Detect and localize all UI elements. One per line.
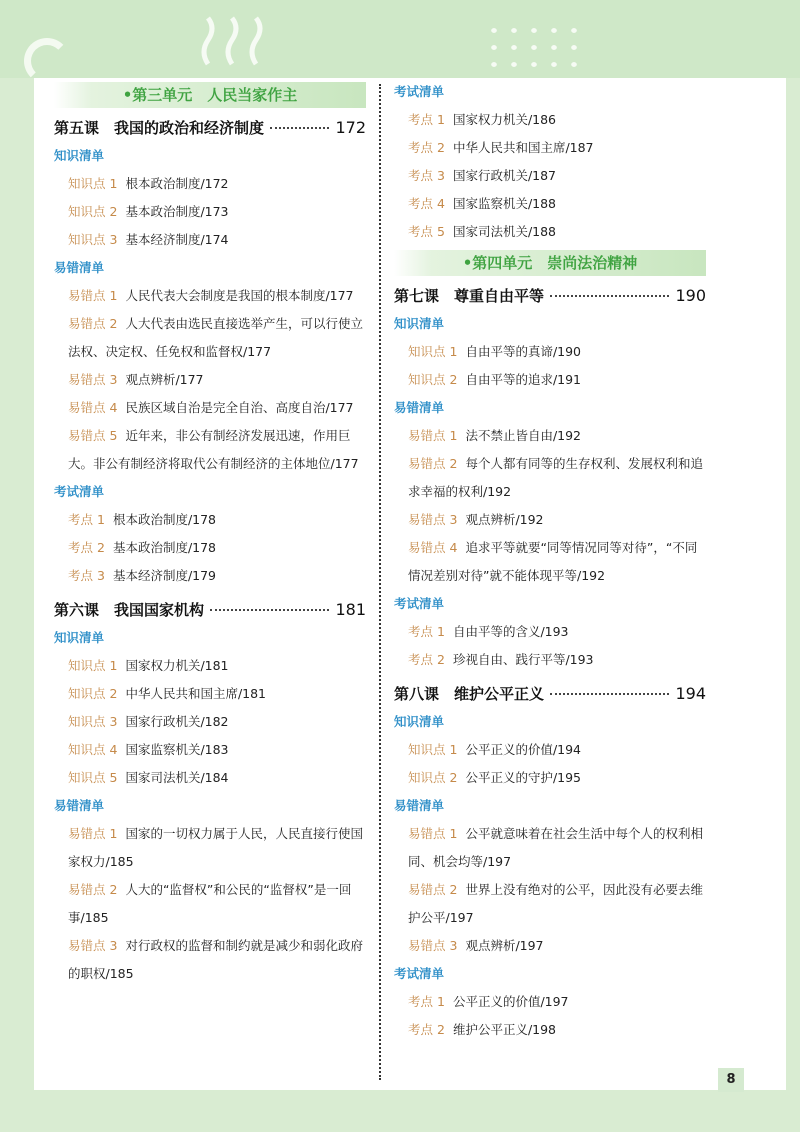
entry-tag: 考点 3 bbox=[68, 568, 105, 583]
entry-tag: 考点 1 bbox=[408, 624, 445, 639]
entry-tag: 易错点 4 bbox=[68, 400, 118, 415]
toc-entry[interactable] bbox=[394, 876, 706, 932]
lesson-block bbox=[54, 114, 366, 590]
entry-tag: 易错点 1 bbox=[408, 428, 458, 443]
entry-tag: 知识点 5 bbox=[68, 770, 118, 785]
dot-leader bbox=[550, 295, 669, 297]
entry-tag: 知识点 3 bbox=[68, 714, 118, 729]
entry-text: 国家司法机关/188 bbox=[452, 224, 557, 239]
entry-text: 公平正义的价值/197 bbox=[452, 994, 569, 1009]
entry-tag: 知识点 3 bbox=[68, 232, 118, 247]
entry-tag: 易错点 1 bbox=[408, 826, 458, 841]
entry-text: 中华人民共和国主席/181 bbox=[125, 686, 267, 701]
entry-text: 国家司法机关/184 bbox=[125, 770, 229, 785]
entry-text: 观点辨析/192 bbox=[465, 512, 544, 527]
toc-entry[interactable] bbox=[54, 820, 366, 876]
toc-entry[interactable] bbox=[54, 198, 366, 226]
toc-entry[interactable] bbox=[54, 876, 366, 932]
toc-entry[interactable] bbox=[394, 646, 706, 674]
lesson-page: 194 bbox=[675, 684, 706, 703]
entry-tag: 考点 1 bbox=[408, 112, 445, 127]
toc-entry[interactable] bbox=[394, 1016, 706, 1044]
entry-text: 国家监察机关/188 bbox=[452, 196, 557, 211]
toc-entry[interactable] bbox=[394, 764, 706, 792]
section-label: 知识清单 bbox=[54, 148, 105, 163]
entry-tag: 易错点 3 bbox=[408, 512, 458, 527]
entry-text: 基本政治制度/173 bbox=[125, 204, 229, 219]
entry-text: 观点辨析/197 bbox=[465, 938, 544, 953]
toc-entry[interactable] bbox=[394, 218, 706, 246]
entry-text: 民族区域自治是完全自治、高度自治/177 bbox=[125, 400, 354, 415]
toc-section bbox=[394, 394, 706, 590]
entry-tag: 知识点 2 bbox=[68, 686, 118, 701]
entry-tag: 考点 2 bbox=[408, 140, 445, 155]
entry-tag: 考点 2 bbox=[408, 652, 445, 667]
entry-tag: 考点 4 bbox=[408, 196, 445, 211]
entry-text: 人大的“监督权”和公民的“监督权”是一回事/185 bbox=[68, 882, 352, 925]
dot-leader bbox=[270, 127, 329, 129]
right-column bbox=[394, 78, 706, 1044]
entry-tag: 易错点 3 bbox=[68, 938, 118, 953]
section-label: 知识清单 bbox=[54, 630, 105, 645]
toc-entry[interactable] bbox=[394, 338, 706, 366]
toc-section bbox=[394, 78, 706, 246]
lesson-heading[interactable] bbox=[394, 680, 706, 708]
entry-tag: 知识点 2 bbox=[68, 204, 118, 219]
entry-text: 根本政治制度/178 bbox=[112, 512, 217, 527]
entry-text: 国家权力机关/181 bbox=[125, 658, 229, 673]
toc-entry[interactable] bbox=[394, 366, 706, 394]
toc-entry[interactable] bbox=[394, 134, 706, 162]
section-label: 易错清单 bbox=[54, 260, 105, 275]
entry-text: 自由平等的追求/191 bbox=[465, 372, 582, 387]
lesson-title: 第七课 尊重自由平等 bbox=[394, 287, 545, 305]
page-number: 8 bbox=[718, 1068, 744, 1092]
section-label: 易错清单 bbox=[394, 798, 445, 813]
section-label: 知识清单 bbox=[394, 714, 445, 729]
entry-text: 观点辨析/177 bbox=[125, 372, 204, 387]
toc-entry[interactable] bbox=[394, 106, 706, 134]
toc-entry[interactable] bbox=[54, 680, 366, 708]
section-label: 易错清单 bbox=[54, 798, 105, 813]
toc-section bbox=[394, 310, 706, 394]
toc-entry[interactable] bbox=[54, 652, 366, 680]
toc-entry[interactable] bbox=[394, 736, 706, 764]
entry-tag: 易错点 3 bbox=[408, 938, 458, 953]
wave-decoration-icon bbox=[200, 16, 270, 66]
toc-entry[interactable] bbox=[394, 820, 706, 876]
toc-entry[interactable] bbox=[394, 534, 706, 590]
entry-text: 中华人民共和国主席/187 bbox=[452, 140, 594, 155]
toc-entry[interactable] bbox=[54, 226, 366, 254]
entry-tag: 知识点 1 bbox=[408, 344, 458, 359]
entry-text: 基本经济制度/179 bbox=[112, 568, 217, 583]
unit-heading: •第四单元 崇尚法治精神 bbox=[394, 250, 706, 276]
section-label: 易错清单 bbox=[394, 400, 445, 415]
entry-tag: 知识点 1 bbox=[408, 742, 458, 757]
entry-text: 世界上没有绝对的公平，因此没有必要去维护公平/197 bbox=[408, 882, 703, 925]
entry-text: 国家监察机关/183 bbox=[125, 742, 229, 757]
lesson-title: 第六课 我国国家机构 bbox=[54, 601, 205, 619]
entry-tag: 知识点 4 bbox=[68, 742, 118, 757]
entry-text: 人大代表由选民直接选举产生，可以行使立法权、决定权、任免权和监督权/177 bbox=[68, 316, 363, 359]
entry-tag: 易错点 1 bbox=[68, 288, 118, 303]
entry-tag: 知识点 1 bbox=[68, 658, 118, 673]
column-divider bbox=[379, 84, 381, 1080]
toc-section bbox=[394, 590, 706, 674]
entry-tag: 易错点 2 bbox=[408, 882, 458, 897]
toc-section bbox=[54, 478, 366, 590]
toc-entry[interactable] bbox=[54, 562, 366, 590]
lesson-heading[interactable] bbox=[54, 114, 366, 142]
entry-text: 公平就意味着在社会生活中每个人的权利相同、机会均等/197 bbox=[408, 826, 703, 869]
entry-text: 基本政治制度/178 bbox=[112, 540, 217, 555]
entry-tag: 知识点 2 bbox=[408, 372, 458, 387]
section-label: 考试清单 bbox=[394, 966, 445, 981]
toc-entry[interactable] bbox=[54, 310, 366, 366]
dot-grid-decoration-icon bbox=[484, 22, 584, 74]
entry-tag: 易错点 1 bbox=[68, 826, 118, 841]
toc-entry[interactable] bbox=[54, 506, 366, 534]
lesson-title: 第五课 我国的政治和经济制度 bbox=[54, 119, 265, 137]
entry-text: 根本政治制度/172 bbox=[125, 176, 229, 191]
section-label: 考试清单 bbox=[394, 596, 445, 611]
toc-section bbox=[394, 960, 706, 1044]
entry-tag: 考点 5 bbox=[408, 224, 445, 239]
lesson-heading[interactable] bbox=[54, 596, 366, 624]
section-label: 考试清单 bbox=[54, 484, 105, 499]
lesson-block bbox=[394, 680, 706, 1044]
entry-text: 公平正义的价值/194 bbox=[465, 742, 582, 757]
entry-text: 追求平等就要“同等情况同等对待”，“不同情况差别对待”就不能体现平等/192 bbox=[408, 540, 698, 583]
toc-section bbox=[54, 254, 366, 478]
toc-section bbox=[394, 792, 706, 960]
toc-entry[interactable] bbox=[54, 708, 366, 736]
toc-section bbox=[54, 142, 366, 254]
toc-entry[interactable] bbox=[394, 618, 706, 646]
lesson-page: 181 bbox=[335, 600, 366, 619]
entry-text: 国家行政机关/182 bbox=[125, 714, 229, 729]
section-label: 知识清单 bbox=[394, 316, 445, 331]
entry-text: 近年来，非公有制经济发展迅速，作用巨大。非公有制经济将取代公有制经济的主体地位/177 bbox=[68, 428, 359, 471]
toc-entry[interactable] bbox=[54, 764, 366, 792]
toc-entry[interactable] bbox=[54, 282, 366, 310]
toc-section bbox=[54, 792, 366, 988]
entry-text: 国家行政机关/187 bbox=[452, 168, 557, 183]
lesson-title: 第八课 维护公平正义 bbox=[394, 685, 545, 703]
entry-tag: 知识点 2 bbox=[408, 770, 458, 785]
toc-entry[interactable] bbox=[54, 366, 366, 394]
section-label: 考试清单 bbox=[394, 84, 445, 99]
left-column bbox=[54, 78, 366, 988]
entry-text: 对行政权的监督和制约就是减少和弱化政府的职权/185 bbox=[68, 938, 363, 981]
entry-tag: 易错点 2 bbox=[408, 456, 458, 471]
entry-text: 公平正义的守护/195 bbox=[465, 770, 582, 785]
entry-tag: 考点 2 bbox=[408, 1022, 445, 1037]
entry-tag: 易错点 3 bbox=[68, 372, 118, 387]
toc-entry[interactable] bbox=[394, 162, 706, 190]
entry-text: 每个人都有同等的生存权利、发展权利和追求幸福的权利/192 bbox=[408, 456, 703, 499]
entry-text: 自由平等的含义/193 bbox=[452, 624, 569, 639]
toc-entry[interactable] bbox=[394, 422, 706, 450]
entry-text: 人民代表大会制度是我国的根本制度/177 bbox=[125, 288, 354, 303]
toc-section bbox=[394, 708, 706, 792]
entry-text: 珍视自由、践行平等/193 bbox=[452, 652, 594, 667]
unit-heading: •第三单元 人民当家作主 bbox=[54, 82, 366, 108]
entry-tag: 易错点 2 bbox=[68, 882, 118, 897]
entry-text: 维护公平正义/198 bbox=[452, 1022, 557, 1037]
lesson-heading[interactable] bbox=[394, 282, 706, 310]
toc-entry[interactable] bbox=[54, 736, 366, 764]
toc-entry[interactable] bbox=[54, 534, 366, 562]
lesson-page: 172 bbox=[335, 118, 366, 137]
entry-text: 基本经济制度/174 bbox=[125, 232, 229, 247]
entry-tag: 易错点 5 bbox=[68, 428, 118, 443]
toc-entry[interactable] bbox=[394, 190, 706, 218]
entry-text: 自由平等的真谛/190 bbox=[465, 344, 582, 359]
toc-entry[interactable] bbox=[394, 988, 706, 1016]
toc-entry[interactable] bbox=[394, 450, 706, 506]
toc-entry[interactable] bbox=[394, 506, 706, 534]
toc-entry[interactable] bbox=[54, 932, 366, 988]
header-band bbox=[0, 0, 800, 78]
toc-entry[interactable] bbox=[54, 170, 366, 198]
entry-tag: 考点 1 bbox=[68, 512, 105, 527]
toc-entry[interactable] bbox=[54, 422, 366, 478]
entry-tag: 考点 3 bbox=[408, 168, 445, 183]
toc-entry[interactable] bbox=[54, 394, 366, 422]
entry-tag: 考点 1 bbox=[408, 994, 445, 1009]
entry-text: 法不禁止皆自由/192 bbox=[465, 428, 582, 443]
toc-section bbox=[54, 624, 366, 792]
entry-text: 国家权力机关/186 bbox=[452, 112, 557, 127]
lesson-block bbox=[54, 596, 366, 988]
lesson-block bbox=[394, 282, 706, 674]
toc-entry[interactable] bbox=[394, 932, 706, 960]
dot-leader bbox=[210, 609, 329, 611]
entry-tag: 易错点 2 bbox=[68, 316, 118, 331]
entry-tag: 易错点 4 bbox=[408, 540, 458, 555]
entry-tag: 知识点 1 bbox=[68, 176, 118, 191]
entry-text: 国家的一切权力属于人民，人民直接行使国家权力/185 bbox=[68, 826, 363, 869]
dot-leader bbox=[550, 693, 669, 695]
entry-tag: 考点 2 bbox=[68, 540, 105, 555]
lesson-page: 190 bbox=[675, 286, 706, 305]
